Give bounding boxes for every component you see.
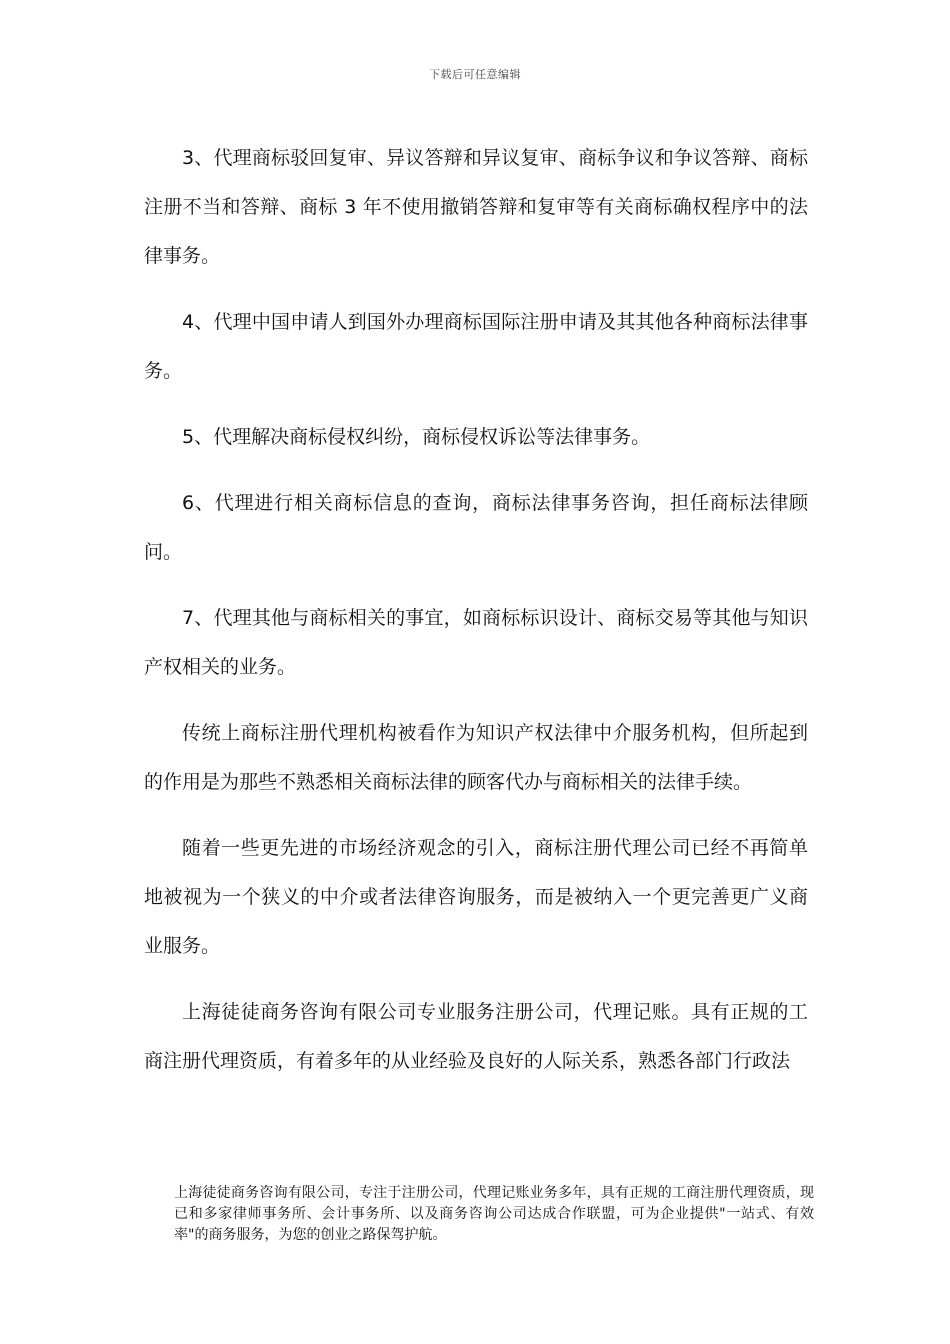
paragraph-market-evolution: 随着一些更先进的市场经济观念的引入，商标注册代理公司已经不再简单地被视为一个狭义的中介或者法律咨询服务，而是被纳入一个更完善更广义商业服务。: [144, 837, 808, 957]
document-body: [144, 134, 808, 1103]
paragraph-item-7: 7、代理其他与商标相关的事宜，如商标标识设计、商标交易等其他与知识产权相关的业务。: [144, 607, 808, 678]
paragraph-item-6: 6、代理进行相关商标信息的查询，商标法律事务咨询，担任商标法律顾问。: [144, 492, 808, 563]
page-header: 下载后可任意编辑: [429, 68, 521, 81]
paragraph-traditional-role: 传统上商标注册代理机构被看作为知识产权法律中介服务机构，但所起到的作用是为那些不熟悉相关商标法律的顾客代办与商标相关的法律手续。: [144, 722, 808, 793]
paragraph-item-3: 3、代理商标驳回复审、异议答辩和异议复审、商标争议和争议答辩、商标注册不当和答辩、商标 3 年不使用撤销答辩和复审等有关商标确权程序中的法律事务。: [144, 147, 808, 267]
paragraph-item-5: 5、代理解决商标侵权纠纷，商标侵权诉讼等法律事务。: [182, 426, 651, 448]
paragraph-item-4: 4、代理中国申请人到国外办理商标国际注册申请及其其他各种商标法律事务。: [144, 311, 808, 382]
page-footer: 上海徒徒商务咨询有限公司，专注于注册公司，代理记账业务多年，具有正规的工商注册代理资质，现已和多家律师事务所、会计事务所、以及商务咨询公司达成合作联盟，可为企业提供"一站式、有效率"的商务服务，为您的创业之路保驾护航。: [174, 1185, 814, 1243]
paragraph-company-intro: 上海徒徒商务咨询有限公司专业服务注册公司，代理记账。具有正规的工商注册代理资质，有着多年的从业经验及良好的人际关系，熟悉各部门行政法: [144, 1001, 808, 1072]
